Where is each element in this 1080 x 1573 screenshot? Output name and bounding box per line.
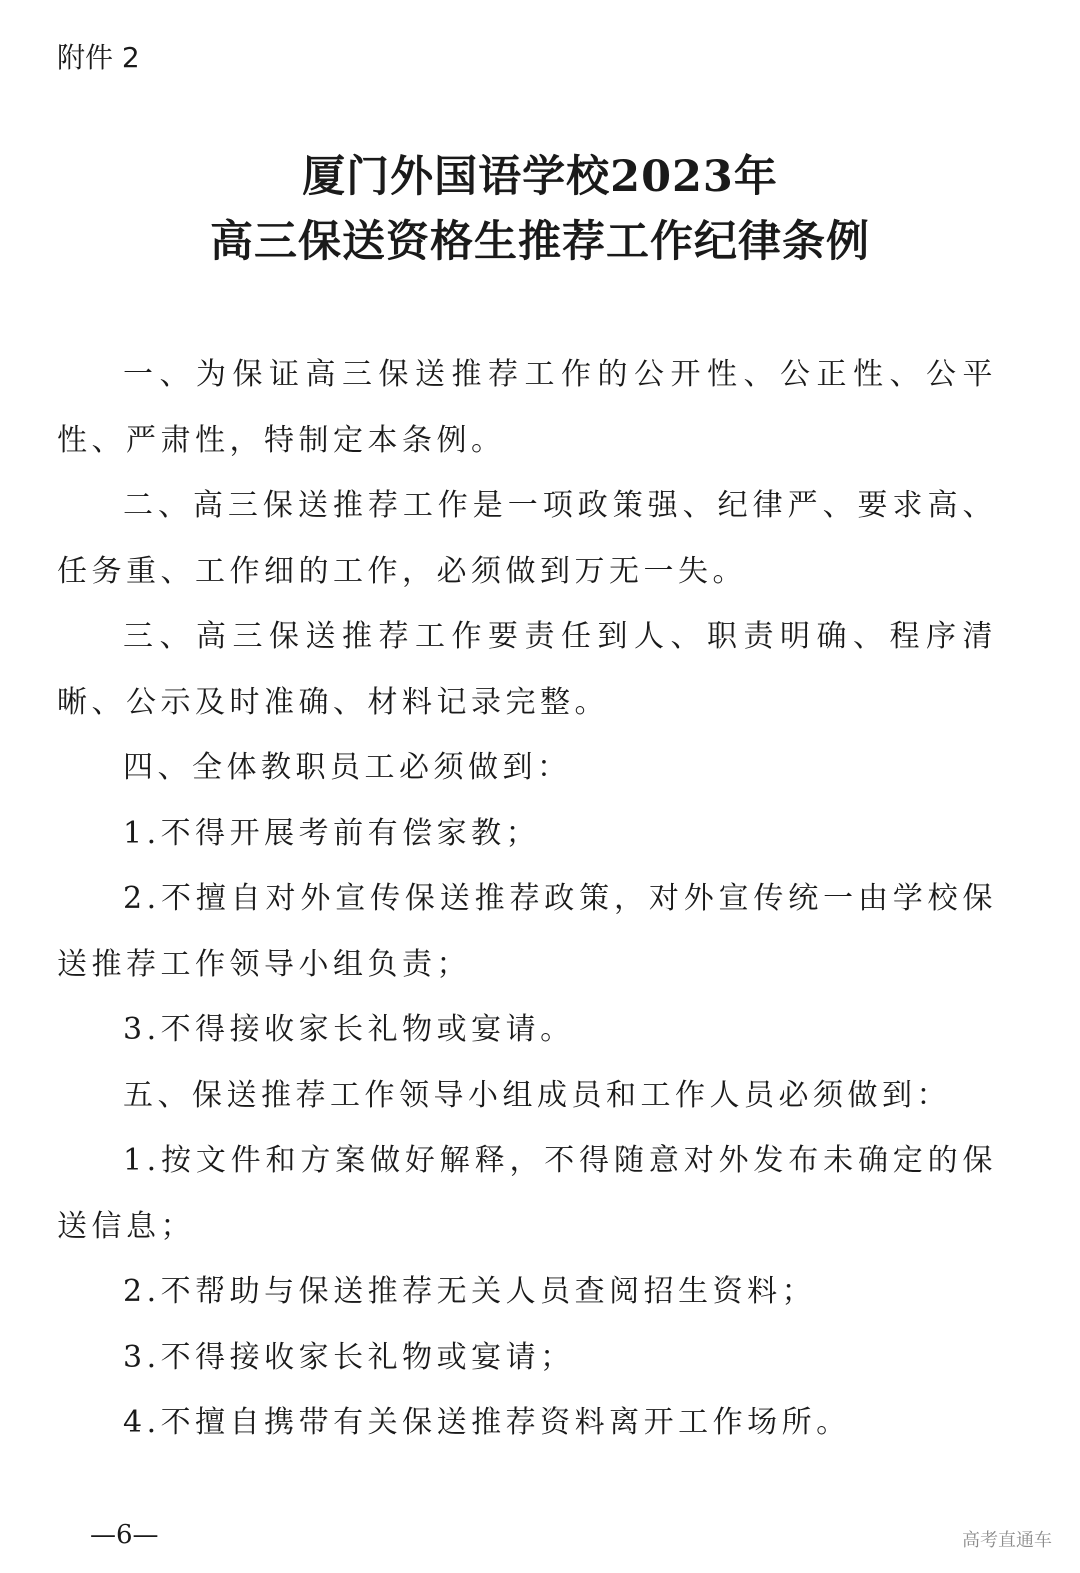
document-body (57, 342, 997, 1456)
attachment-label: 附件 2 (57, 41, 140, 74)
document-title-line-2: 高三保送资格生推荐工作纪律条例 (210, 217, 870, 267)
clause-4-item-2: 2.不擅自对外宣传保送推荐政策，对外宣传统一由学校保送推荐工作领导小组负责； (57, 881, 997, 982)
clause-2: 二、高三保送推荐工作是一项政策强、纪律严、要求高、任务重、工作细的工作，必须做到万无一失。 (57, 488, 997, 589)
clause-4-item-3: 3.不得接收家长礼物或宴请。 (123, 1012, 575, 1047)
clause-5-item-4: 4.不擅自携带有关保送推荐资料离开工作场所。 (123, 1405, 851, 1440)
clause-4-item-1: 1.不得开展考前有偿家教； (123, 815, 541, 851)
watermark-text: 高考直通车 (962, 1530, 1052, 1551)
clause-5-item-2: 2.不帮助与保送推荐无关人员查阅招生资料； (123, 1274, 817, 1309)
document-title-line-1: 厦门外国语学校2023年 (302, 152, 778, 202)
clause-1: 一、为保证高三保送推荐工作的公开性、公正性、公平性、严肃性，特制定本条例。 (57, 357, 997, 458)
clause-5-item-1: 1.按文件和方案做好解释，不得随意对外发布未确定的保送信息； (57, 1143, 997, 1244)
clause-4: 四、全体教职员工必须做到： (123, 750, 572, 785)
clause-3: 三、高三保送推荐工作要责任到人、职责明确、程序清晰、公示及时准确、材料记录完整。 (57, 619, 997, 720)
clause-5: 五、保送推荐工作领导小组成员和工作人员必须做到： (123, 1077, 951, 1113)
page-number: —6— (90, 1520, 159, 1550)
clause-5-item-3: 3.不得接收家长礼物或宴请； (123, 1339, 575, 1375)
